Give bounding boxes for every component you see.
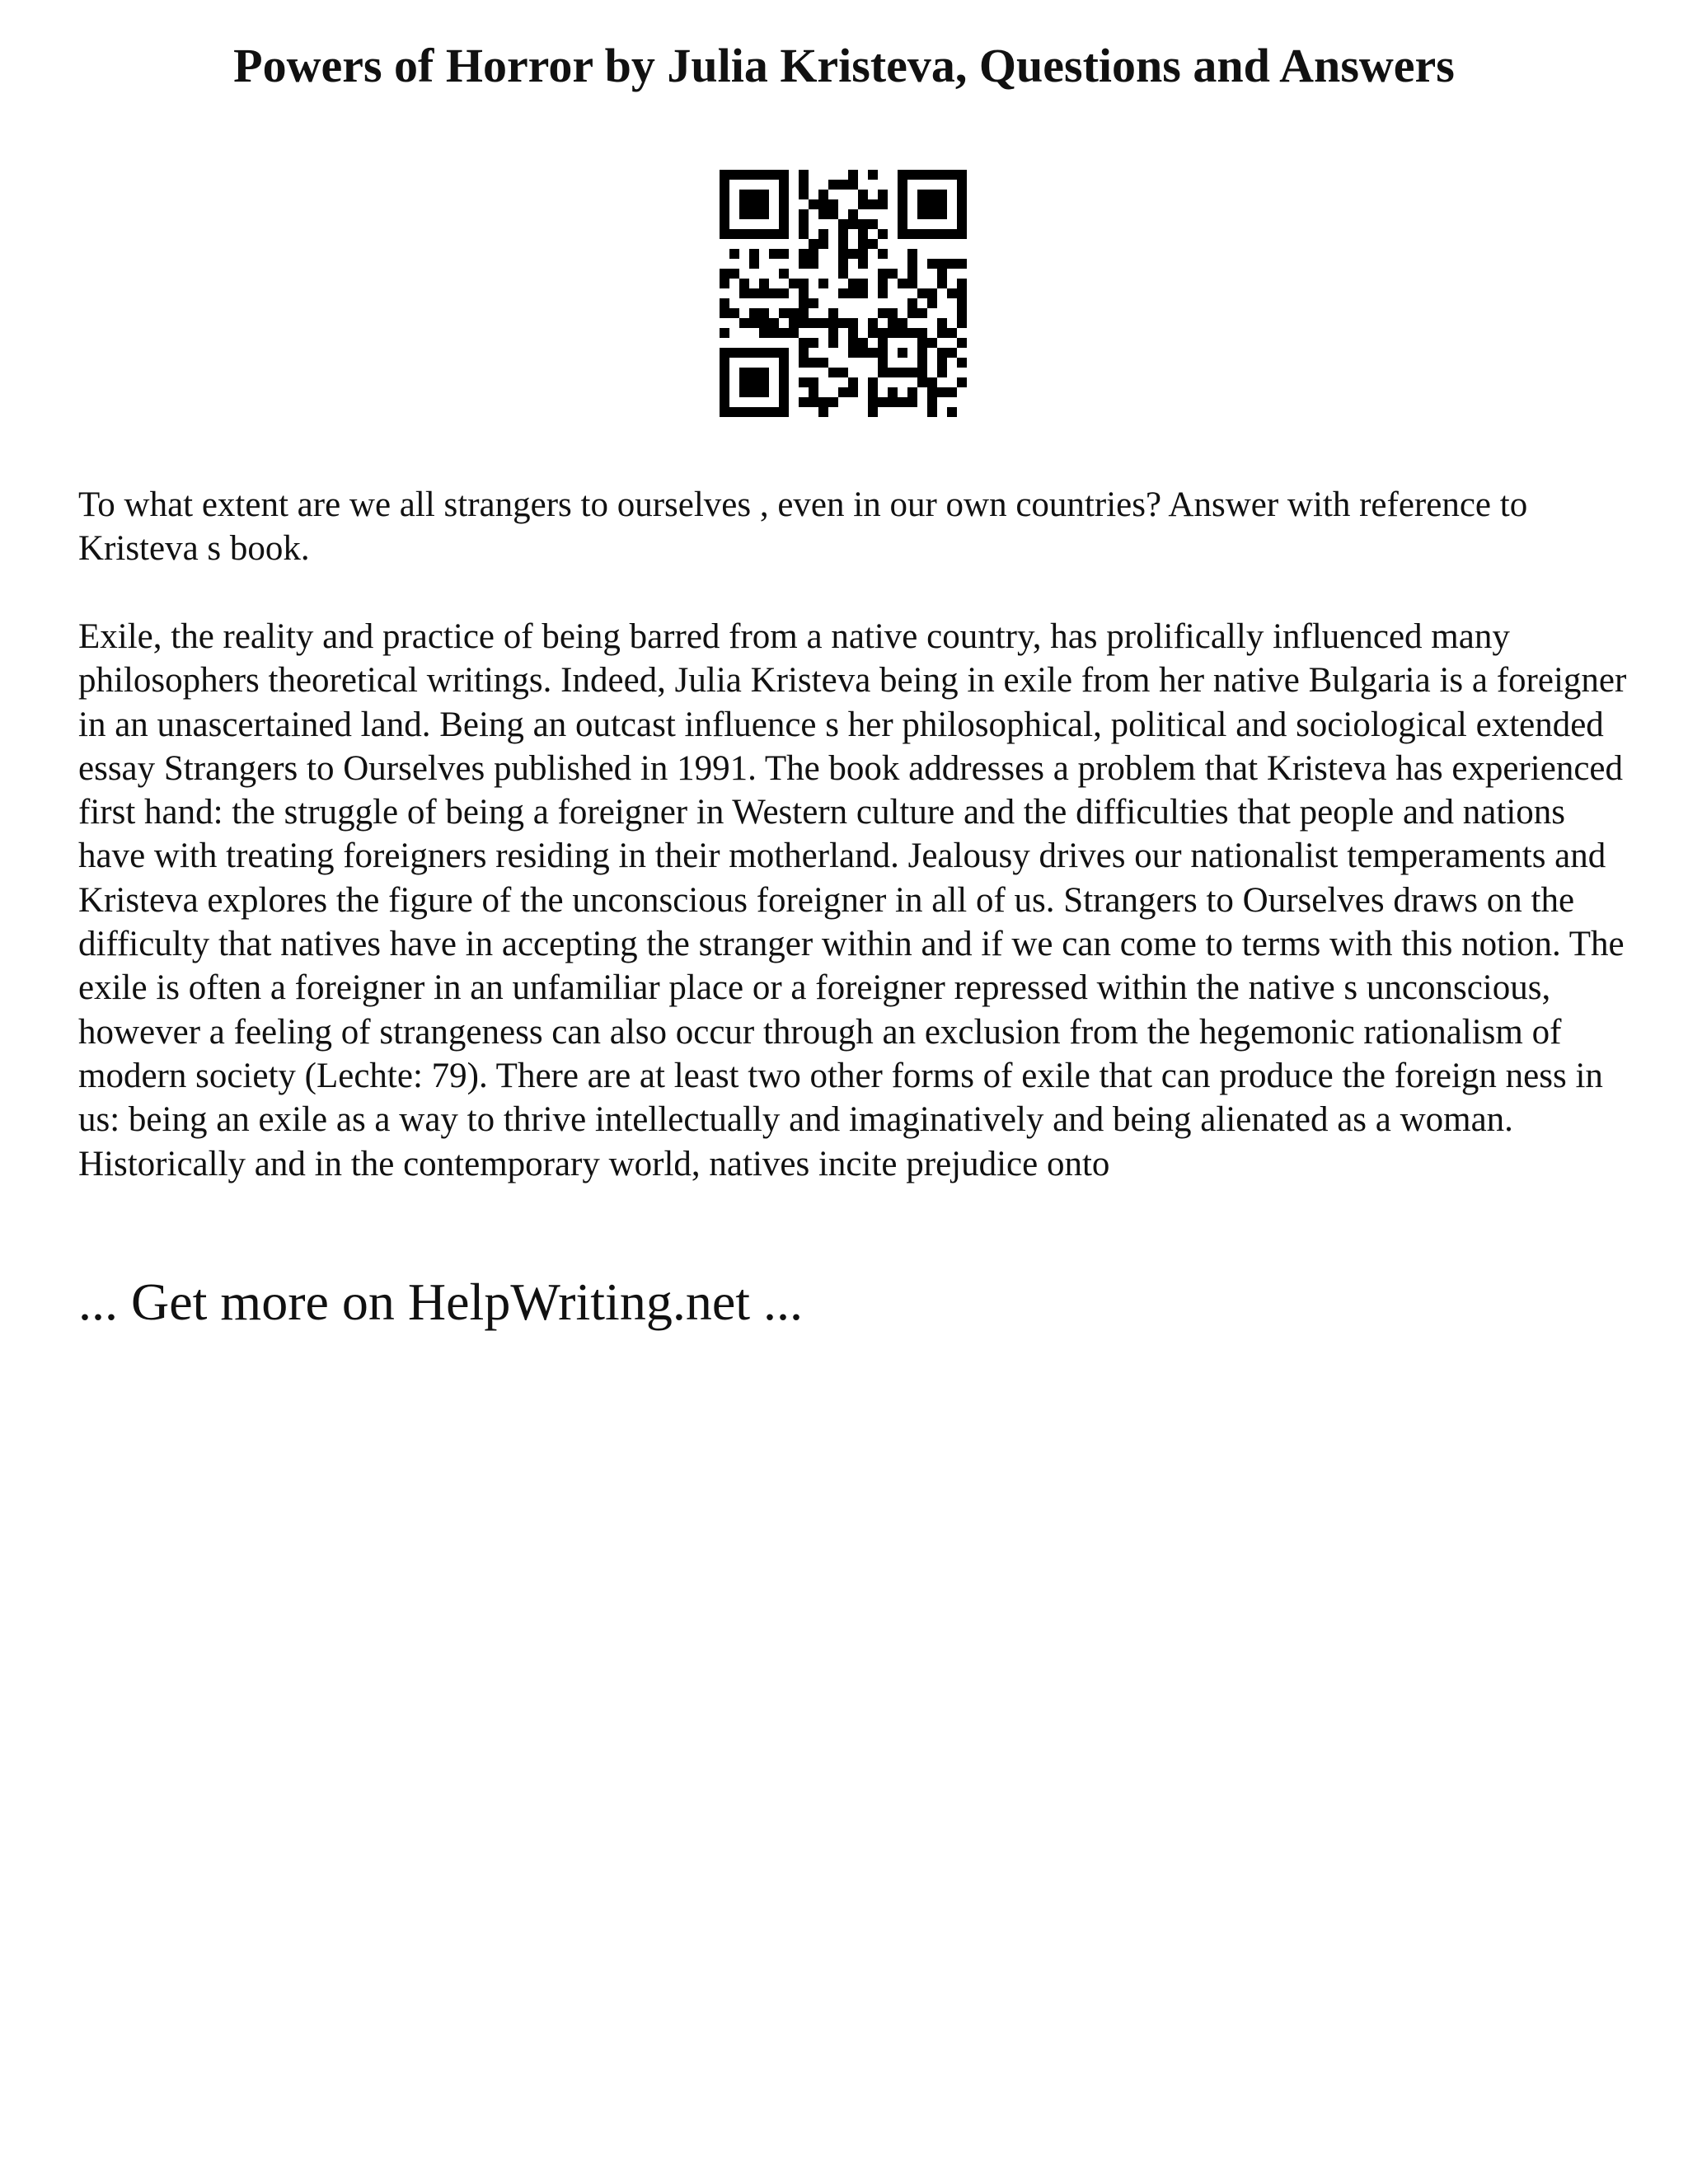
essay-question: To what extent are we all strangers to ourselves , even in our own countries? Answer with reference to Kristeva s book. [78,485,1528,568]
get-more-link[interactable]: ... Get more on HelpWriting.net ... [78,1272,803,1331]
essay-body: Exile, the reality and practice of being barred from a native country, has prolifically influenced many philosophers theoretical writings. Indeed, Julia Kristeva being in exile from her native Bulgaria is a foreigner in an unascertained land. Being an outcast influence s her philosophical, political and sociological extended essay Strangers to Ourselves published in 1991. The book addresses a problem that Kristeva has experienced first hand: the struggle of being a foreigner in Western culture and the difficulties that people and nations have with treating foreigners residing in their motherland. Jealousy drives our nationalist temperaments and Kristeva explores the figure of the unconscious foreigner in all of us. Strangers to Ourselves draws on the difficulty that natives have in accepting the stranger within and if we can come to terms with this notion. The exile is often a foreigner in an unfamiliar place or a foreigner repressed within the native s unconscious, however a feeling of strangeness can also occur through an exclusion from the hegemonic rationalism of modern society (Lechte: 79). There are at least two other forms of exile that can produce the foreign ness in us: being an exile as a way to thrive intellectually and imaginatively and being alienated as a woman. Historically and in the contemporary world, natives incite prejudice onto [78,617,1627,1183]
qr-code-icon [720,170,967,417]
document-title: Powers of Horror by Julia Kristeva, Questions and Answers [233,39,1455,92]
